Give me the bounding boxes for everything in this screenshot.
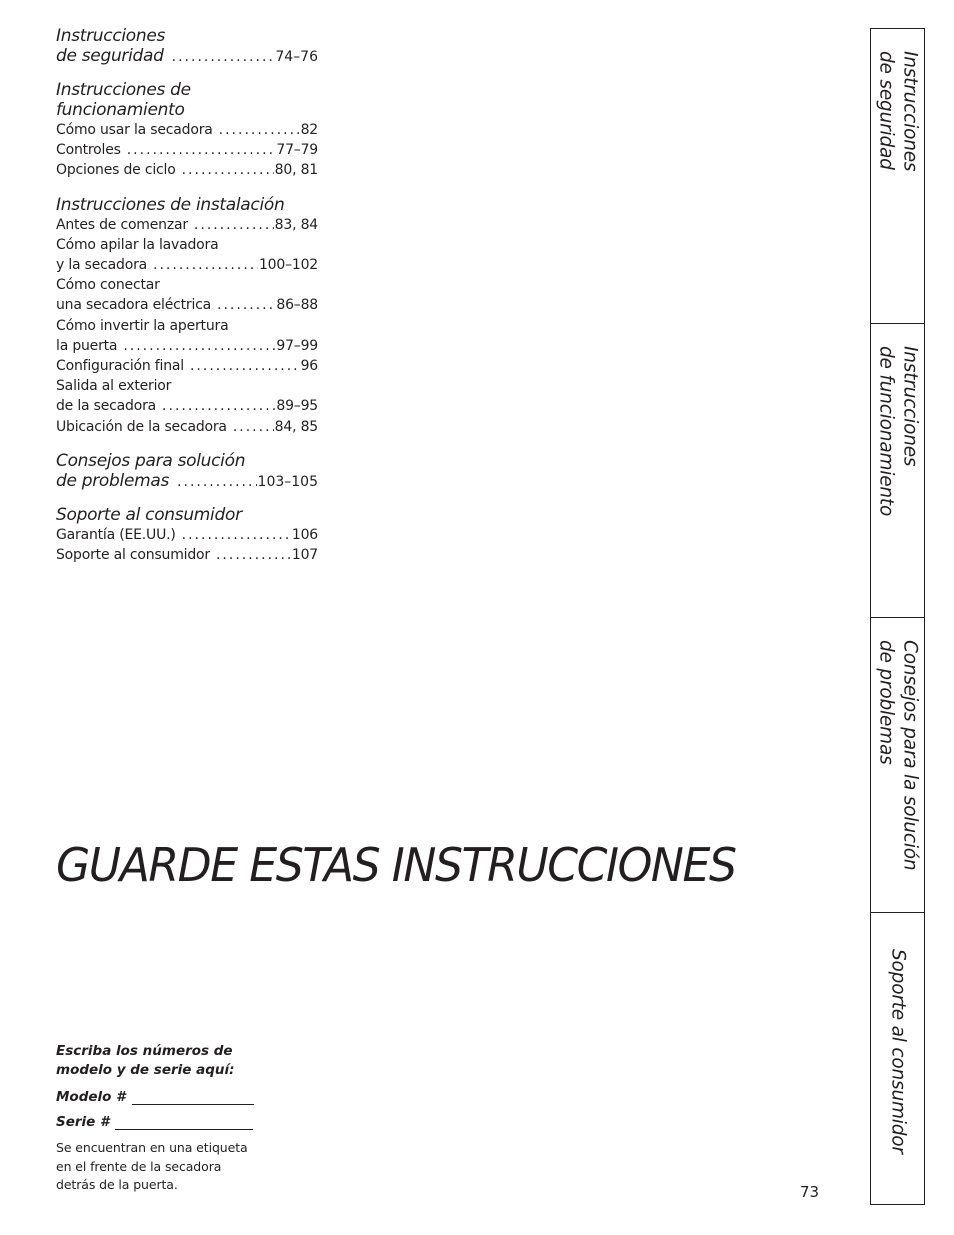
dot-leader	[172, 49, 275, 65]
toc-page-ref[interactable]: 82	[300, 122, 318, 138]
tab-label: Instrucciones de seguridad	[875, 51, 921, 172]
toc-entry-label: Cómo conectar	[56, 277, 160, 294]
toc-entry-label: Antes de comenzar	[56, 216, 188, 233]
dot-leader	[219, 120, 300, 140]
toc-page-ref[interactable]: 83, 84	[274, 216, 318, 233]
toc-page-ref[interactable]: 106	[291, 526, 318, 543]
dot-leader	[153, 255, 258, 275]
toc-entry[interactable]	[56, 525, 318, 545]
toc-entry-label: de la secadora	[56, 398, 157, 415]
toc-page-ref[interactable]: 80, 81	[274, 162, 318, 179]
tab-safety[interactable]	[871, 29, 924, 324]
model-number-field[interactable]	[56, 1089, 286, 1105]
toc-entry-label: Soporte al consumidor	[56, 547, 210, 564]
toc-page-ref[interactable]: 77–79	[276, 142, 318, 159]
serial-number-label: Serie #	[56, 1114, 110, 1130]
dot-leader	[177, 474, 257, 490]
model-number-label: Modelo #	[56, 1089, 126, 1105]
toc-page-ref[interactable]: 96	[300, 358, 318, 375]
toc-section-installation	[56, 195, 318, 437]
toc-entry-label: Cómo apilar la lavadora	[56, 236, 219, 253]
table-of-contents	[56, 26, 318, 579]
record-note	[56, 1139, 286, 1195]
record-heading: Escriba los números de	[56, 1043, 233, 1059]
toc-section-title: Instrucciones	[56, 26, 166, 46]
toc-section-title: de seguridad	[56, 46, 164, 66]
dot-leader	[217, 295, 275, 315]
toc-section-safety	[56, 26, 318, 66]
toc-section-title: Instrucciones de funcionamiento	[56, 80, 191, 120]
dot-leader	[127, 140, 276, 160]
tab-label: Instrucciones de funcionamiento	[875, 346, 921, 517]
toc-entry-label: Ubicación de la secadora	[56, 418, 227, 435]
toc-page-ref[interactable]: 107	[291, 547, 318, 564]
toc-entry-label: Controles	[56, 142, 121, 159]
record-heading: modelo y de serie aquí:	[56, 1062, 235, 1078]
toc-entry[interactable]	[56, 295, 318, 315]
tab-operating[interactable]	[871, 324, 924, 618]
record-note-line: detrás de la puerta.	[56, 1177, 178, 1192]
toc-entry[interactable]	[56, 140, 318, 160]
toc-entry-label: la puerta	[56, 337, 118, 354]
toc-entry-label: Configuración final	[56, 358, 184, 375]
toc-page-ref[interactable]: 100–102	[258, 257, 318, 274]
toc-page-ref[interactable]: 103–105	[257, 473, 318, 490]
dot-leader	[162, 396, 275, 416]
toc-page-ref[interactable]: 97–99	[276, 337, 318, 354]
dot-leader	[194, 215, 274, 235]
serial-number-field[interactable]	[56, 1114, 286, 1130]
page-number: 73	[800, 1183, 820, 1201]
toc-section-title: de problemas	[56, 470, 170, 491]
toc-entry[interactable]	[56, 215, 318, 235]
page-headline: GUARDE ESTAS INSTRUCCIONES	[56, 838, 736, 892]
toc-page-ref[interactable]: 84, 85	[274, 418, 318, 435]
toc-entry-label: Cómo usar la secadora	[56, 122, 213, 138]
dot-leader	[216, 545, 291, 565]
toc-section-title: Consejos para solución	[56, 450, 246, 471]
toc-section-title: Instrucciones de instalación	[56, 194, 285, 215]
section-tabs	[870, 28, 925, 1205]
toc-section-support	[56, 505, 318, 565]
toc-page-ref[interactable]: 74–76	[275, 49, 318, 65]
toc-entry-label: y la secadora	[56, 257, 148, 274]
serial-number-blank[interactable]	[115, 1115, 253, 1130]
record-note-line: Se encuentran en una etiqueta	[56, 1140, 248, 1155]
model-serial-record	[56, 1042, 286, 1195]
toc-section-operating	[56, 80, 318, 181]
toc-entry[interactable]	[56, 255, 318, 275]
toc-section-title: Soporte al consumidor	[56, 504, 242, 525]
tab-troubleshooting[interactable]	[871, 618, 924, 913]
toc-section-troubleshooting	[56, 451, 318, 491]
dot-leader	[123, 336, 275, 356]
toc-entry[interactable]	[56, 545, 318, 565]
dot-leader	[190, 356, 300, 376]
tab-support[interactable]	[871, 913, 924, 1204]
dot-leader	[233, 417, 274, 437]
toc-entry[interactable]	[56, 336, 318, 356]
tab-label: Consejos para la solución de problemas	[875, 640, 921, 871]
model-number-blank[interactable]	[132, 1090, 254, 1105]
toc-entry[interactable]	[56, 417, 318, 437]
dot-leader	[182, 160, 274, 180]
toc-entry[interactable]	[56, 356, 318, 376]
toc-entry-label: una secadora eléctrica	[56, 297, 212, 314]
toc-entry-label: Cómo invertir la apertura	[56, 317, 229, 334]
record-note-line: en el frente de la secadora	[56, 1158, 222, 1174]
toc-entry[interactable]	[56, 160, 318, 180]
tab-label: Soporte al consumidor	[887, 949, 909, 1154]
dot-leader	[182, 525, 291, 545]
toc-page-ref[interactable]: 86–88	[276, 297, 318, 314]
toc-page-ref[interactable]: 89–95	[276, 398, 318, 415]
toc-entry-label: Garantía (EE.UU.)	[56, 526, 176, 543]
toc-entry[interactable]	[56, 120, 318, 140]
toc-entry-label: Opciones de ciclo	[56, 162, 176, 179]
toc-entry-label: Salida al exterior	[56, 378, 172, 395]
toc-entry[interactable]	[56, 396, 318, 416]
